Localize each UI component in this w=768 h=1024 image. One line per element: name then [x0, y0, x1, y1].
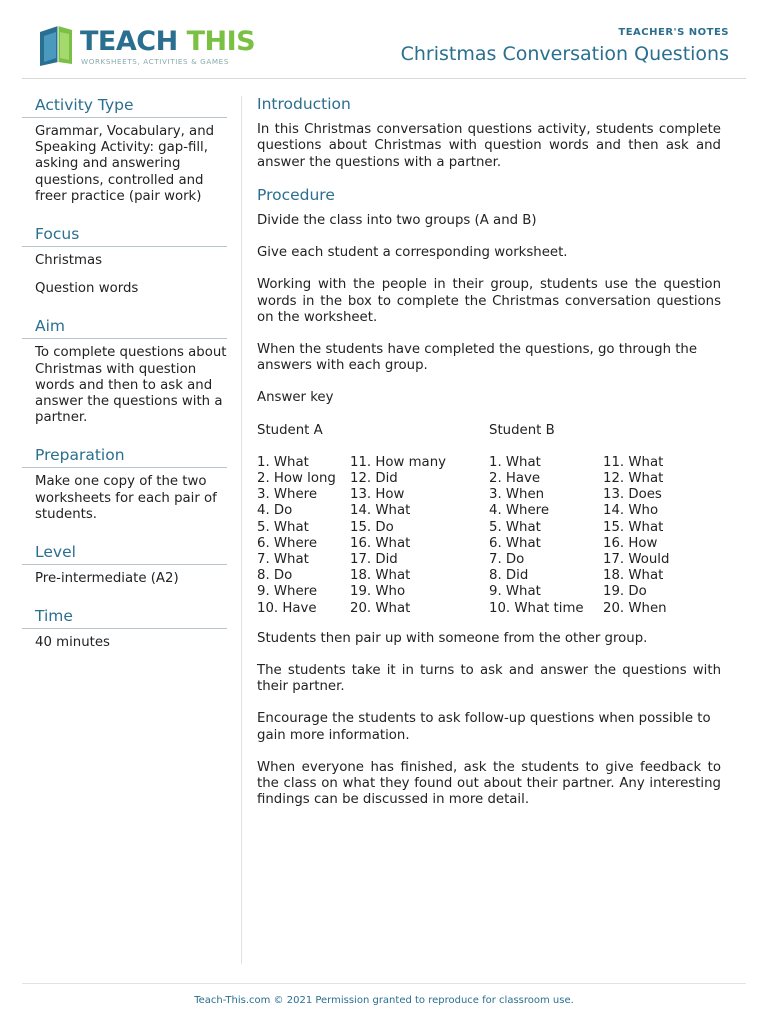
footer-copyright[interactable]: Teach-This.com © 2021 Permission granted to reproduce for classroom use.: [194, 995, 574, 1006]
time-heading: Time: [22, 607, 227, 629]
answer-item: 10. What time: [489, 600, 584, 616]
answer-item: 14. Who: [603, 503, 659, 519]
answer-item: 19. Do: [603, 584, 647, 600]
procedure-step: Working with the people in their group, students use the question words in the box to complete the Christmas conversation questions on the worksheet.: [257, 277, 721, 325]
answer-item: 3. When: [489, 487, 545, 503]
procedure-step: Students then pair up with someone from the other group.: [257, 630, 648, 646]
document-title: Christmas Conversation Questions: [400, 43, 729, 65]
focus-section: [22, 225, 227, 297]
answer-item: 2. Have: [489, 471, 541, 487]
answer-item: 13. Does: [603, 487, 662, 503]
answer-item: 4. Do: [257, 503, 293, 519]
answer-item: 17. Did: [350, 551, 398, 567]
activity-type-section: [22, 96, 227, 205]
answer-item: 20. What: [350, 600, 411, 616]
answer-item: 8. Do: [257, 568, 293, 584]
procedure-step: When everyone has finished, ask the students to give feedback to the class on what they found out about their partner. Any interesting findings can be discussed in more detail.: [257, 759, 721, 808]
answer-key-headers: [257, 423, 721, 439]
column-divider: [241, 96, 242, 964]
header-divider: [22, 78, 746, 79]
answer-item: 18. What: [350, 568, 411, 584]
procedure-heading: Procedure: [257, 185, 335, 204]
activity-type-text: Grammar, Vocabulary, and Speaking Activity: gap-fill, asking and answering questions, controlled and freer practice (pair work): [35, 124, 215, 204]
answer-item: 13. How: [350, 487, 405, 503]
answer-item: 7. What: [257, 551, 309, 567]
preparation-text: Make one copy of the two worksheets for each pair of students.: [35, 474, 217, 522]
student-b-label: Student B: [489, 422, 555, 438]
focus-item: Christmas: [35, 253, 103, 269]
procedure-step: When the students have completed the questions, go through the answers with each group.: [257, 342, 698, 374]
level-section: [22, 543, 227, 587]
answer-item: 5. What: [257, 519, 309, 535]
answer-item: 20. When: [603, 600, 667, 616]
answer-item: 16. What: [350, 535, 411, 551]
answer-item: 10. Have: [257, 600, 317, 616]
answer-item: 5. What: [489, 519, 541, 535]
book-icon: [36, 24, 76, 68]
focus-heading: Focus: [22, 225, 227, 247]
answer-item: 7. Do: [489, 551, 525, 567]
answer-item: 1. What: [489, 454, 541, 470]
page-header: [0, 0, 768, 80]
aim-heading: Aim: [22, 317, 227, 339]
activity-type-heading: Activity Type: [22, 96, 227, 118]
answer-item: 6. What: [489, 535, 541, 551]
student-a-label: Student A: [257, 422, 323, 438]
answer-item: 16. How: [603, 535, 658, 551]
sidebar: [22, 96, 227, 671]
answer-key-table: [257, 455, 721, 615]
answer-item: 8. Did: [489, 568, 529, 584]
teachers-notes-label: TEACHER'S NOTES: [618, 27, 729, 38]
answer-item: 18. What: [603, 568, 664, 584]
answer-item: 9. What: [489, 584, 541, 600]
level-text: Pre-intermediate (A2): [35, 571, 179, 587]
answer-item: 9. Where: [257, 584, 318, 600]
focus-item: Question words: [35, 281, 139, 297]
preparation-section: [22, 446, 227, 523]
aim-text: To complete questions about Christmas with question words and then to ask and answer the questions with a partner.: [35, 345, 227, 426]
procedure-step: Divide the class into two groups (A and B): [257, 213, 537, 229]
procedure-step: Encourage the students to ask follow-up questions when possible to gain more information.: [257, 711, 711, 743]
answer-item: 17. Would: [603, 551, 670, 567]
answer-item: 14. What: [350, 503, 411, 519]
answer-item: 3. Where: [257, 487, 318, 503]
logo-word-this: THIS: [186, 26, 256, 57]
logo-tagline: WORKSHEETS, ACTIVITIES & GAMES: [81, 57, 229, 66]
answer-item: 19. Who: [350, 584, 406, 600]
answer-item: 2. How long: [257, 471, 336, 487]
level-heading: Level: [22, 543, 227, 565]
student-a-answers-1-10: [257, 455, 336, 617]
logo-word-teach: TEACH: [80, 26, 178, 57]
preparation-heading: Preparation: [22, 446, 227, 468]
answer-item: 1. What: [257, 454, 309, 470]
student-b-answers-11-20: [603, 455, 669, 617]
answer-item: 12. Did: [350, 471, 398, 487]
answer-item: 11. What: [603, 454, 664, 470]
introduction-heading: Introduction: [257, 95, 351, 113]
student-a-answers-11-20: [350, 455, 446, 617]
answer-item: 4. Where: [489, 503, 550, 519]
answer-item: 15. Do: [350, 519, 394, 535]
footer-divider: [22, 983, 746, 984]
procedure-step: Give each student a corresponding worksheet.: [257, 245, 568, 261]
introduction-text: In this Christmas conversation questions activity, students complete questions about Christmas with question words and then ask and answer the questions with a partner.: [257, 122, 721, 170]
answer-item: 12. What: [603, 471, 664, 487]
procedure-step: The students take it in turns to ask and answer the questions with their partner.: [257, 663, 721, 695]
teach-this-logo[interactable]: [36, 24, 256, 70]
answer-key-label: Answer key: [257, 390, 334, 406]
answer-item: 11. How many: [350, 454, 447, 470]
answer-item: 6. Where: [257, 535, 318, 551]
aim-section: [22, 317, 227, 426]
main-content: [257, 96, 721, 824]
time-text: 40 minutes: [35, 635, 110, 651]
logo-wordmark: [80, 26, 255, 57]
answer-item: 15. What: [603, 519, 664, 535]
student-b-answers-1-10: [489, 455, 584, 617]
time-section: [22, 607, 227, 651]
